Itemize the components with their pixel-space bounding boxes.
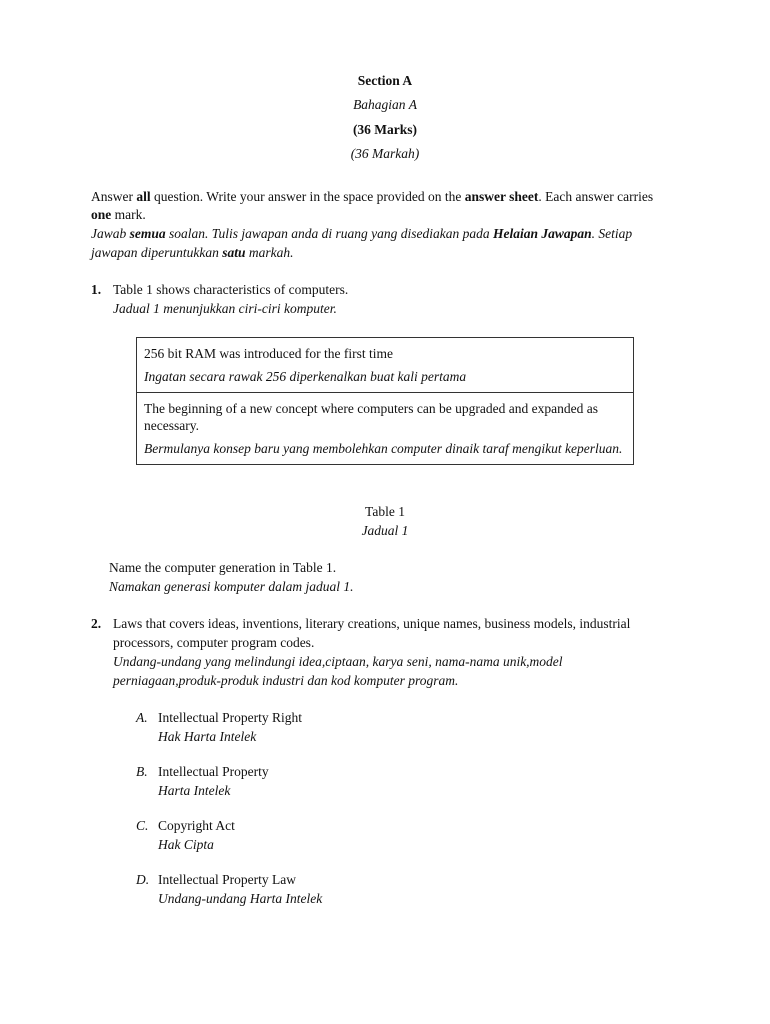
option-letter: C. (136, 818, 149, 833)
table-cell-text: 256 bit RAM was introduced for the first time (144, 346, 393, 361)
section-title-translation: Bahagian A (353, 97, 417, 112)
table-cell (137, 338, 634, 393)
question-1-prompt-translation: Namakan generasi komputer dalam jadual 1. (109, 579, 354, 594)
instructions-ms-line-2: jawapan diperuntukkan satu markah. (91, 245, 294, 260)
table-cell (137, 393, 634, 465)
table-cell-text: The beginning of a new concept where computers can be upgraded and expanded as necessary. (144, 401, 598, 433)
question-1-prompt: Name the computer generation in Table 1. (109, 560, 337, 575)
option-translation: Harta Intelek (158, 783, 231, 798)
question-2-stem-line-1: Laws that covers ideas, inventions, literary creations, unique names, business models, industrial (113, 616, 631, 631)
question-2-number: 2. (91, 616, 102, 631)
question-1-stem-translation: Jadual 1 menunjukkan ciri-ciri komputer. (113, 301, 337, 316)
marks-label: (36 Marks) (352, 122, 418, 137)
option-text: Intellectual Property Right (158, 710, 302, 725)
option-text: Intellectual Property (158, 764, 269, 779)
table-caption-translation: Jadual 1 (361, 523, 409, 538)
table-cell-translation: Ingatan secara rawak 256 diperkenalkan buat kali pertama (144, 369, 467, 384)
option-translation: Hak Cipta (158, 837, 214, 852)
instructions-ms-line-1: Jawab semua soalan. Tulis jawapan anda di ruang yang disediakan pada Helaian Jawapan. Setiap (91, 226, 633, 241)
option-letter: D. (136, 872, 150, 887)
option-letter: B. (136, 764, 148, 779)
option-translation: Undang-undang Harta Intelek (158, 891, 323, 906)
option-letter: A. (136, 710, 148, 725)
option-text: Copyright Act (158, 818, 235, 833)
question-1-number: 1. (91, 282, 102, 297)
table-row (137, 393, 634, 465)
characteristics-table (136, 337, 634, 465)
table-caption: Table 1 (365, 504, 405, 519)
instructions-en-line-1: Answer all question. Write your answer in the space provided on the answer sheet. Each answer carries (91, 189, 654, 204)
question-2-stem-line-2: processors, computer program codes. (113, 635, 315, 650)
table-row (137, 338, 634, 393)
marks-label-translation: (36 Markah) (350, 146, 420, 161)
instructions-en-line-2: one mark. (91, 207, 146, 222)
question-2-stem-translation-line-2: perniagaan,produk-produk industri dan kod komputer program. (113, 673, 459, 688)
option-text: Intellectual Property Law (158, 872, 296, 887)
option-translation: Hak Harta Intelek (158, 729, 257, 744)
section-title: Section A (357, 73, 413, 88)
question-1-stem: Table 1 shows characteristics of computers. (113, 282, 349, 297)
question-2-stem-translation-line-1: Undang-undang yang melindungi idea,ciptaan, karya seni, nama-nama unik,model (113, 654, 563, 669)
table-cell-translation: Bermulanya konsep baru yang membolehkan computer dinaik taraf mengikut keperluan. (144, 441, 623, 456)
